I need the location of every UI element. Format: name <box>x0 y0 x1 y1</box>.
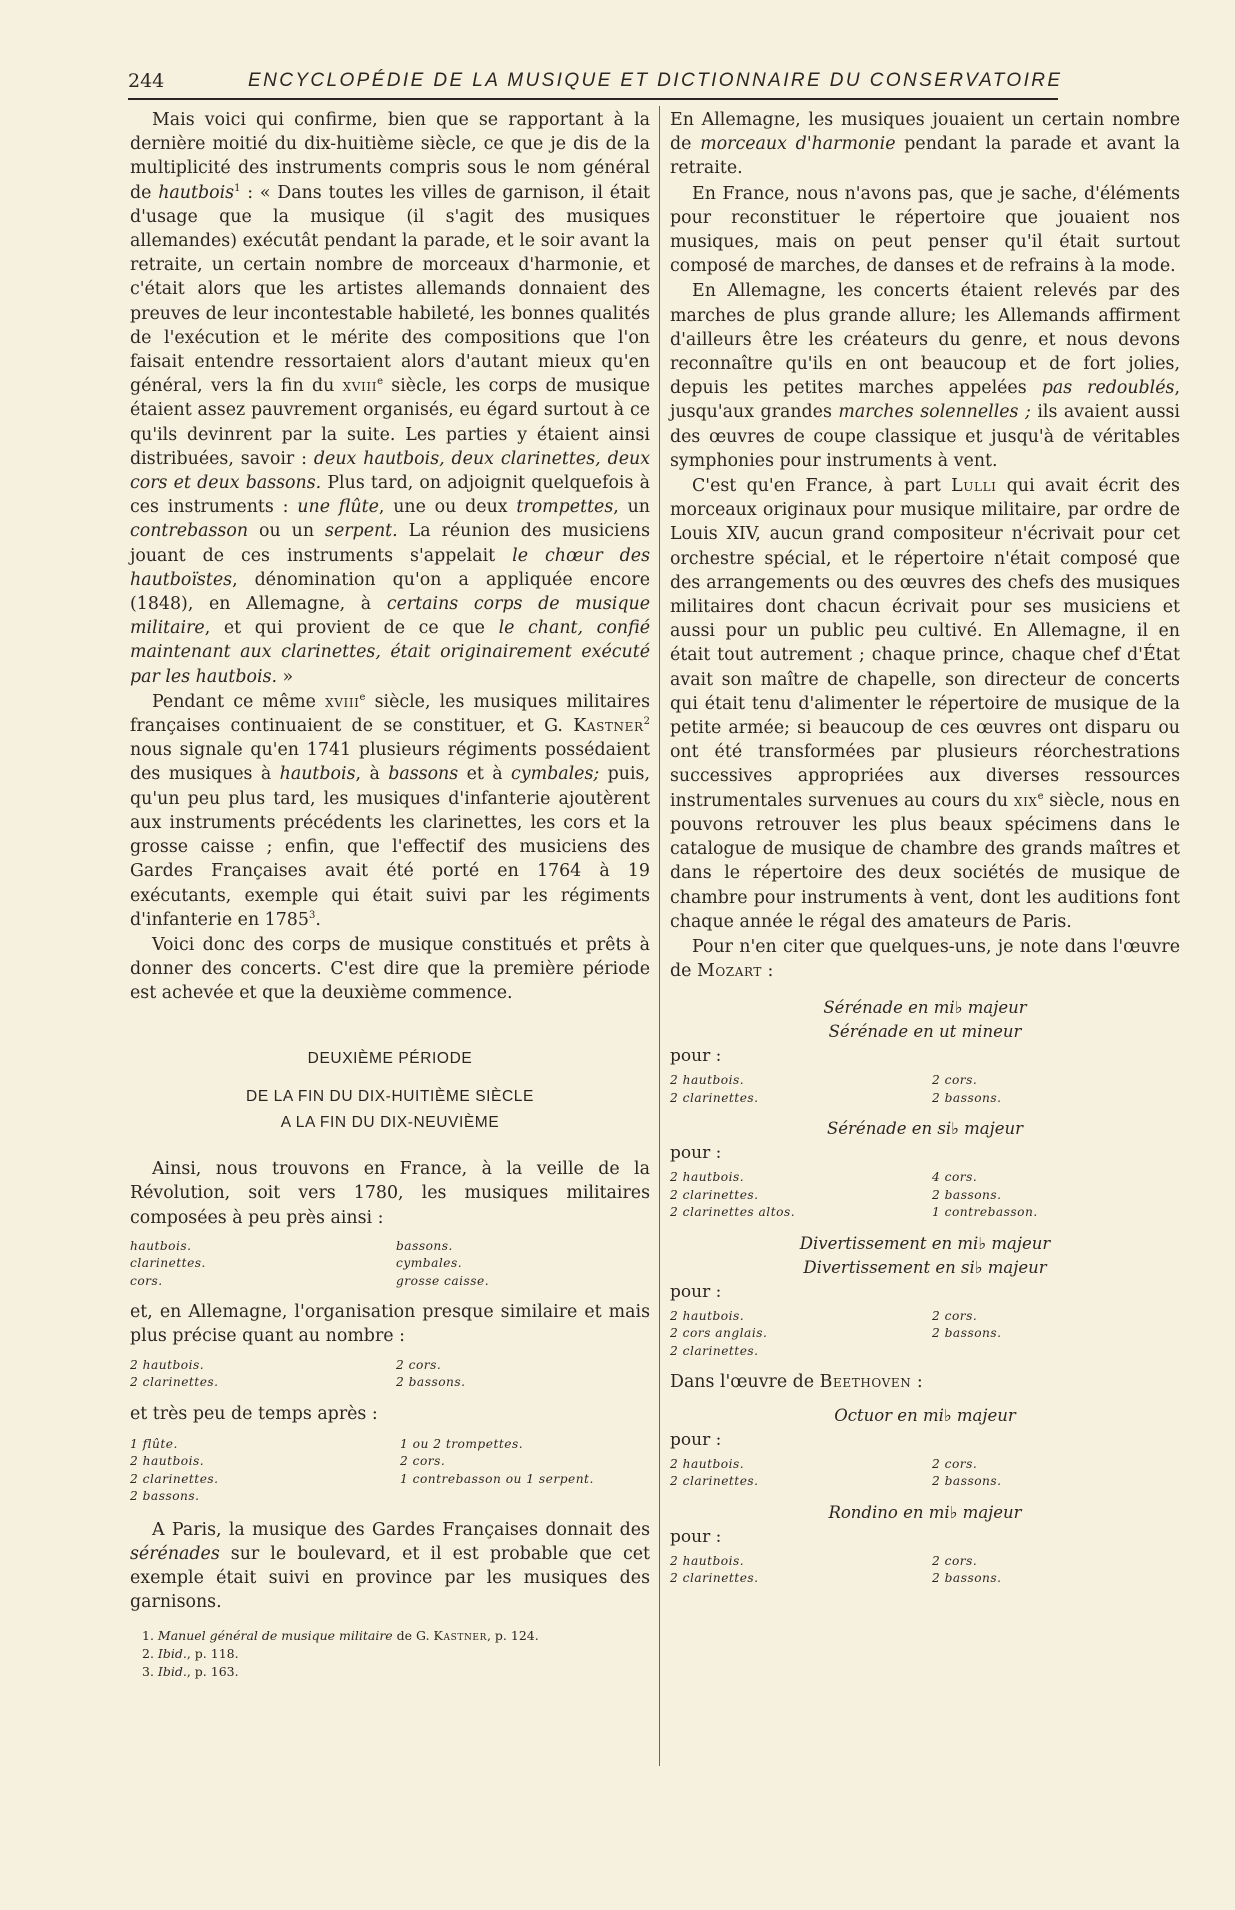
list-item: 2 cors. <box>932 1308 978 1323</box>
page-number: 244 <box>128 70 165 92</box>
footnote-ref: 2 <box>643 716 650 728</box>
list-item: 1 contrebasson. <box>932 1205 1038 1220</box>
paragraph: Dans l'œuvre de Beethoven : <box>670 1372 923 1393</box>
work-title: Sérénade en ut mineur <box>828 1022 1022 1042</box>
paragraph: En France, nous n'avons pas, que je sache, d'éléments pour reconstituer le répertoire que jouaient nos musiques, mais on peut penser qu'il était surtout composé de marches, de danses et de refrains à la mode. <box>670 183 1180 277</box>
list-item: 2 hautbois. <box>670 1073 745 1088</box>
list-item: 2 cors. <box>932 1456 978 1471</box>
paragraph: Voici donc des corps de musique constitués et prêts à donner des concerts. C'est dire que la première période est achevée et que la deuxième commence. <box>130 934 650 1004</box>
list-item: 2 clarinettes. <box>130 1375 219 1390</box>
paragraph: Ainsi, nous trouvons en France, à la veille de la Révolution, soit vers 1780, les musiques militaires composées à peu près ainsi : <box>130 1159 650 1228</box>
list-item: 2 cors anglais. <box>670 1326 768 1341</box>
list-item: 1 ou 2 trompettes. <box>400 1436 524 1451</box>
paragraph: Pendant ce même xviii$^e$ siècle, les musiques militaires françaises continuaient de se constituer, et G. Kastner$^2$ nous signale qu'en 1741 plusieurs régiments possédaient des musiques à hautbois, à bassons et à cymbales; puis, qu'un peu plus tard, les musiques d'infanterie ajoutèrent aux instruments précédents les clarinettes, les cors et la grosse caisse ; enfin, que l'effectif des musiciens des Gardes Françaises avait été porté en 1764 à 19 exécutants, exemple qui était suivi par les régiments d'infanterie en 1785$^3$. <box>130 691 650 930</box>
left-column <box>130 108 650 1681</box>
section-subtitle: A LA FIN DU DIX-NEUVIÈME <box>280 1113 500 1131</box>
section-subtitle: DE LA FIN DU DIX-HUITIÈME SIÈCLE <box>246 1087 534 1105</box>
page-header <box>128 68 1063 100</box>
list-item: 1 flûte. <box>130 1436 178 1451</box>
list-item: 2 clarinettes. <box>670 1187 759 1202</box>
instrument-list <box>670 1072 1180 1107</box>
list-item: 2 clarinettes altos. <box>670 1205 796 1220</box>
instrument-list <box>130 1436 650 1506</box>
list-item: cors. <box>130 1273 163 1288</box>
instrument-list <box>670 1456 1180 1491</box>
footnote: 3. Ibid., p. 163. <box>142 1663 239 1679</box>
list-item: 2 hautbois. <box>130 1454 205 1469</box>
list-item: clarinettes. <box>130 1256 206 1271</box>
list-item <box>400 1488 650 1506</box>
list-item: 2 hautbois. <box>670 1170 745 1185</box>
paragraph: et, en Allemagne, l'organisation presque similaire et mais plus précise quant au nombre : <box>130 1302 650 1347</box>
list-item: 2 clarinettes. <box>670 1571 759 1586</box>
footnotes <box>130 1627 650 1681</box>
list-item: 2 hautbois. <box>670 1553 745 1568</box>
list-item: 2 cors. <box>932 1073 978 1088</box>
work-title: Sérénade en si♭ majeur <box>826 1119 1024 1139</box>
list-item: hautbois. <box>130 1238 192 1253</box>
list-item: 1 contrebasson ou 1 serpent. <box>400 1471 594 1486</box>
paragraph: Mais voici qui confirme, bien que se rapportant à la dernière moitié du dix-huitième siècle, ce que je dis de la multiplicité des instruments compris sous le nom général de hautbois$^1$ : « Dans toutes les villes de garnison, il était d'usage que la musique (il s'agit des musiques allemandes) exécutât pendant la parade, et le soir avant la retraite, un certain nombre de morceaux d'harmonie, et c'était alors que les artistes allemands donnaient des preuves de leur incontestable habileté, les bonnes qualités de l'exécution et le mérite des compositions que l'on faisait entendre ressortaient alors d'autant mieux qu'en général, vers la fin du xviii$^e$ siècle, les corps de musique étaient assez pauvrement organisés, eu égard surtout à ce qu'ils devinrent par la suite. Les parties y étaient ainsi distribuées, savoir : deux hautbois, deux clarinettes, deux cors et deux bassons. Plus tard, on adjoignit quelquefois à ces instruments : une flûte, une ou deux trompettes, un contrebasson ou un serpent. La réunion des musiciens jouant de ces instruments s'appelait le chœur des hautboïstes, dénomination qu'on a appliquée encore (1848), en Allemagne, à certains corps de musique militaire, et qui provient de ce que le chant, confié maintenant aux clarinettes, était originairement exécuté par les hautbois. » <box>130 110 651 687</box>
list-item: 2 clarinettes. <box>130 1471 219 1486</box>
list-item: cymbales. <box>396 1256 463 1271</box>
list-item: 2 hautbois. <box>670 1308 745 1323</box>
list-item: 4 cors. <box>932 1170 978 1185</box>
paragraph: et très peu de temps après : <box>130 1403 378 1424</box>
list-item: 2 bassons. <box>932 1474 1002 1489</box>
paragraph: En Allemagne, les musiques jouaient un certain nombre de morceaux d'harmonie pendant la parade et avant la retraite. <box>670 110 1181 179</box>
work-title: Divertissement en si♭ majeur <box>803 1257 1047 1277</box>
footnote: 1. Manuel général de musique militaire de G. Kastner, p. 124. <box>142 1627 539 1643</box>
pour-label: pour : <box>670 1281 722 1302</box>
list-item: 2 cors. <box>932 1553 978 1568</box>
list-item <box>932 1343 1180 1361</box>
list-item: 2 clarinettes. <box>670 1474 759 1489</box>
right-column <box>670 108 1180 1588</box>
pour-label: pour : <box>670 1429 722 1450</box>
list-item: 2 clarinettes. <box>670 1343 759 1358</box>
instrument-list <box>130 1238 650 1291</box>
list-item: 2 hautbois. <box>130 1357 205 1372</box>
list-item: 2 hautbois. <box>670 1456 745 1471</box>
instrument-list <box>670 1308 1180 1361</box>
running-title: ENCYCLOPÉDIE DE LA MUSIQUE ET DICTIONNAIRE DU CONSERVATOIRE <box>248 70 1063 91</box>
pour-label: pour : <box>670 1526 722 1547</box>
instrument-list <box>670 1169 1180 1222</box>
list-item: 2 bassons. <box>932 1090 1002 1105</box>
list-item: grosse caisse. <box>396 1273 490 1288</box>
work-block <box>670 1404 1180 1491</box>
instrument-list <box>670 1553 1180 1588</box>
footnote-ref: 3 <box>308 909 316 921</box>
work-block <box>670 996 1180 1107</box>
work-title: Sérénade en mi♭ majeur <box>823 998 1027 1018</box>
paragraph: C'est qu'en France, à part Lulli qui avait écrit des morceaux originaux pour musique militaire, par ordre de Louis XIV, aucun grand compositeur n'écrivait pour cet orchestre spécial, et le répertoire n'était composé que des arrangements ou des œuvres des chefs des musiques militaires dont chacun écrivait pour ses musiciens et aussi pour un public peu cultivé. En Allemagne, il en était tout autrement ; chaque prince, chaque chef d'État avait son maître de chapelle, son directeur de concerts qui était tenu d'alimenter le répertoire de musique de la petite armée; si beaucoup de ces œuvres ont disparu ou ont été transformées par plusieurs réorchestrations successives appropriées aux diverses ressources instrumentales survenues au cours du xix$^e$ siècle, nous en pouvons retrouver les plus beaux spécimens dans le catalogue de musique de chambre des grands maîtres et dans le répertoire des deux sociétés de musique de chambre pour instruments à vent, dont les auditions font chaque année le régal des amateurs de Paris. <box>670 476 1180 932</box>
column-divider <box>659 106 660 1766</box>
work-title: Rondino en mi♭ majeur <box>828 1502 1022 1522</box>
list-item: 2 bassons. <box>932 1326 1002 1341</box>
pour-label: pour : <box>670 1143 722 1164</box>
footnote: 2. Ibid., p. 118. <box>142 1645 239 1661</box>
work-title: Octuor en mi♭ majeur <box>834 1405 1016 1425</box>
paragraph: En Allemagne, les concerts étaient relevés par des marches de plus grande allure; les Allemands affirment d'ailleurs être les créateurs du genre, et nous devons reconnaître qu'ils en ont beaucoup et de fort jolies, depuis les petites marches appelées pas redoublés, jusqu'aux grandes marches solennelles ; ils avaient aussi des œuvres de coupe classique et jusqu'à de véritables symphonies pour instruments à vent. <box>670 281 1180 471</box>
instrument-list <box>130 1357 650 1392</box>
list-item: 2 bassons. <box>130 1489 200 1504</box>
work-block <box>670 1232 1180 1361</box>
work-title: Divertissement en mi♭ majeur <box>799 1233 1051 1253</box>
list-item: 2 cors. <box>396 1357 442 1372</box>
paragraph: Pour n'en citer que quelques-uns, je note dans l'œuvre de Mozart : <box>670 936 1180 982</box>
list-item: 2 clarinettes. <box>670 1090 759 1105</box>
footnote-ref: 1 <box>234 182 241 194</box>
pour-label: pour : <box>670 1046 722 1067</box>
list-item: 2 bassons. <box>396 1375 466 1390</box>
list-item: 2 bassons. <box>932 1187 1002 1202</box>
paragraph: A Paris, la musique des Gardes Françaises donnait des sérénades sur le boulevard, et il est probable que cet exemple était suivi en province par les musiques des garnisons. <box>130 1519 650 1613</box>
list-item: 2 cors. <box>400 1454 446 1469</box>
work-block <box>670 1117 1180 1222</box>
list-item: 2 bassons. <box>932 1571 1002 1586</box>
section-title: DEUXIÈME PÉRIODE <box>307 1049 473 1067</box>
work-block <box>670 1501 1180 1588</box>
list-item: bassons. <box>396 1238 453 1253</box>
